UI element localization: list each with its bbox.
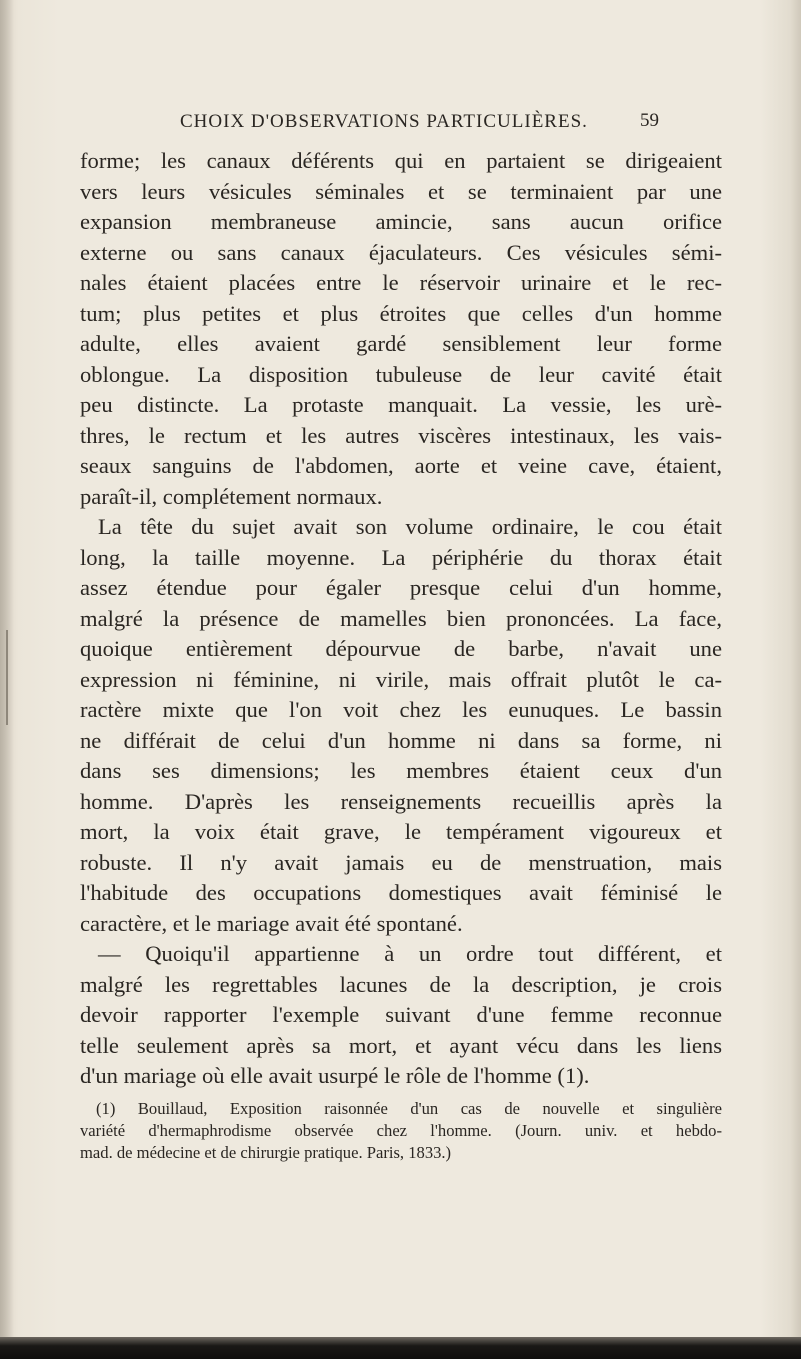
text-line: mort, la voix était grave, le tempérament vigoureux et: [80, 819, 722, 844]
text-line: externe ou sans canaux éjaculateurs. Ces vésicules sémi-: [80, 239, 722, 265]
footnote-line: (1) Bouillaud, Exposition raisonnée d'un cas de nouvelle et singulière: [96, 1099, 722, 1118]
text-line: tum; plus petites et plus étroites que celles d'un homme: [80, 300, 722, 326]
text-line: La tête du sujet avait son volume ordinaire, le cou était: [98, 514, 722, 539]
scan-edge-bar: [0, 1337, 801, 1359]
text-line: peu distincte. La protaste manquait. La vessie, les urè-: [80, 392, 722, 417]
footnote-line: mad. de médecine et de chirurgie pratique. Paris, 1833.): [80, 1143, 452, 1162]
page-number: 59: [640, 110, 659, 131]
text-line: ne différait de celui d'un homme ni dans sa forme, ni: [80, 727, 722, 753]
text-line: quoique entièrement dépourvue de barbe, n'avait une: [80, 636, 722, 661]
text-line: d'un mariage où elle avait usurpé le rôle de l'homme (1).: [80, 1063, 590, 1088]
text-line: ractère mixte que l'on voit chez les eunuques. Le bassin: [80, 697, 722, 722]
text-line: l'habitude des occupations domestiques avait féminisé le: [80, 880, 722, 905]
text-line: forme; les canaux déférents qui en partaient se dirigeaient: [80, 148, 722, 173]
text-line: devoir rapporter l'exemple suivant d'une femme reconnue: [80, 1002, 722, 1027]
footnote: [80, 1098, 722, 1164]
text-line: malgré la présence de mamelles bien prononcées. La face,: [80, 605, 722, 631]
text-line: robuste. Il n'y avait jamais eu de menstruation, mais: [80, 849, 722, 875]
body-text: [80, 146, 722, 1092]
text-line: assez étendue pour égaler presque celui d'un homme,: [80, 575, 722, 600]
text-line: oblongue. La disposition tubuleuse de leur cavité était: [80, 361, 722, 387]
text-line: telle seulement après sa mort, et ayant vécu dans les liens: [80, 1032, 722, 1058]
text-line: thres, le rectum et les autres viscères intestinaux, les vais-: [80, 422, 722, 448]
footnote-line: variété d'hermaphrodisme observée chez l'homme. (Journ. univ. et hebdo-: [80, 1121, 722, 1140]
text-line: long, la taille moyenne. La périphérie du thorax était: [80, 544, 722, 570]
text-line: adulte, elles avaient gardé sensiblement leur forme: [80, 331, 722, 356]
text-line: paraît-il, complétement normaux.: [80, 483, 383, 509]
text-line: malgré les regrettables lacunes de la description, je crois: [80, 971, 722, 997]
text-line: seaux sanguins de l'abdomen, aorte et veine cave, étaient,: [80, 453, 722, 478]
text-line: homme. D'après les renseignements recueillis après la: [80, 788, 722, 814]
text-line: vers leurs vésicules séminales et se terminaient par une: [80, 178, 722, 204]
text-line: dans ses dimensions; les membres étaient ceux d'un: [80, 758, 722, 783]
text-line: expression ni féminine, ni virile, mais offrait plutôt le ca-: [80, 666, 722, 692]
text-line: nales étaient placées entre le réservoir urinaire et le rec-: [80, 270, 722, 295]
running-header: CHOIX D'OBSERVATIONS PARTICULIÈRES.: [180, 111, 588, 132]
text-line: caractère, et le mariage avait été spontané.: [80, 910, 463, 936]
margin-rule: [6, 630, 8, 725]
text-line: expansion membraneuse amincie, sans aucun orifice: [80, 209, 722, 234]
text-line: — Quoiqu'il appartienne à un ordre tout différent, et: [98, 941, 722, 966]
